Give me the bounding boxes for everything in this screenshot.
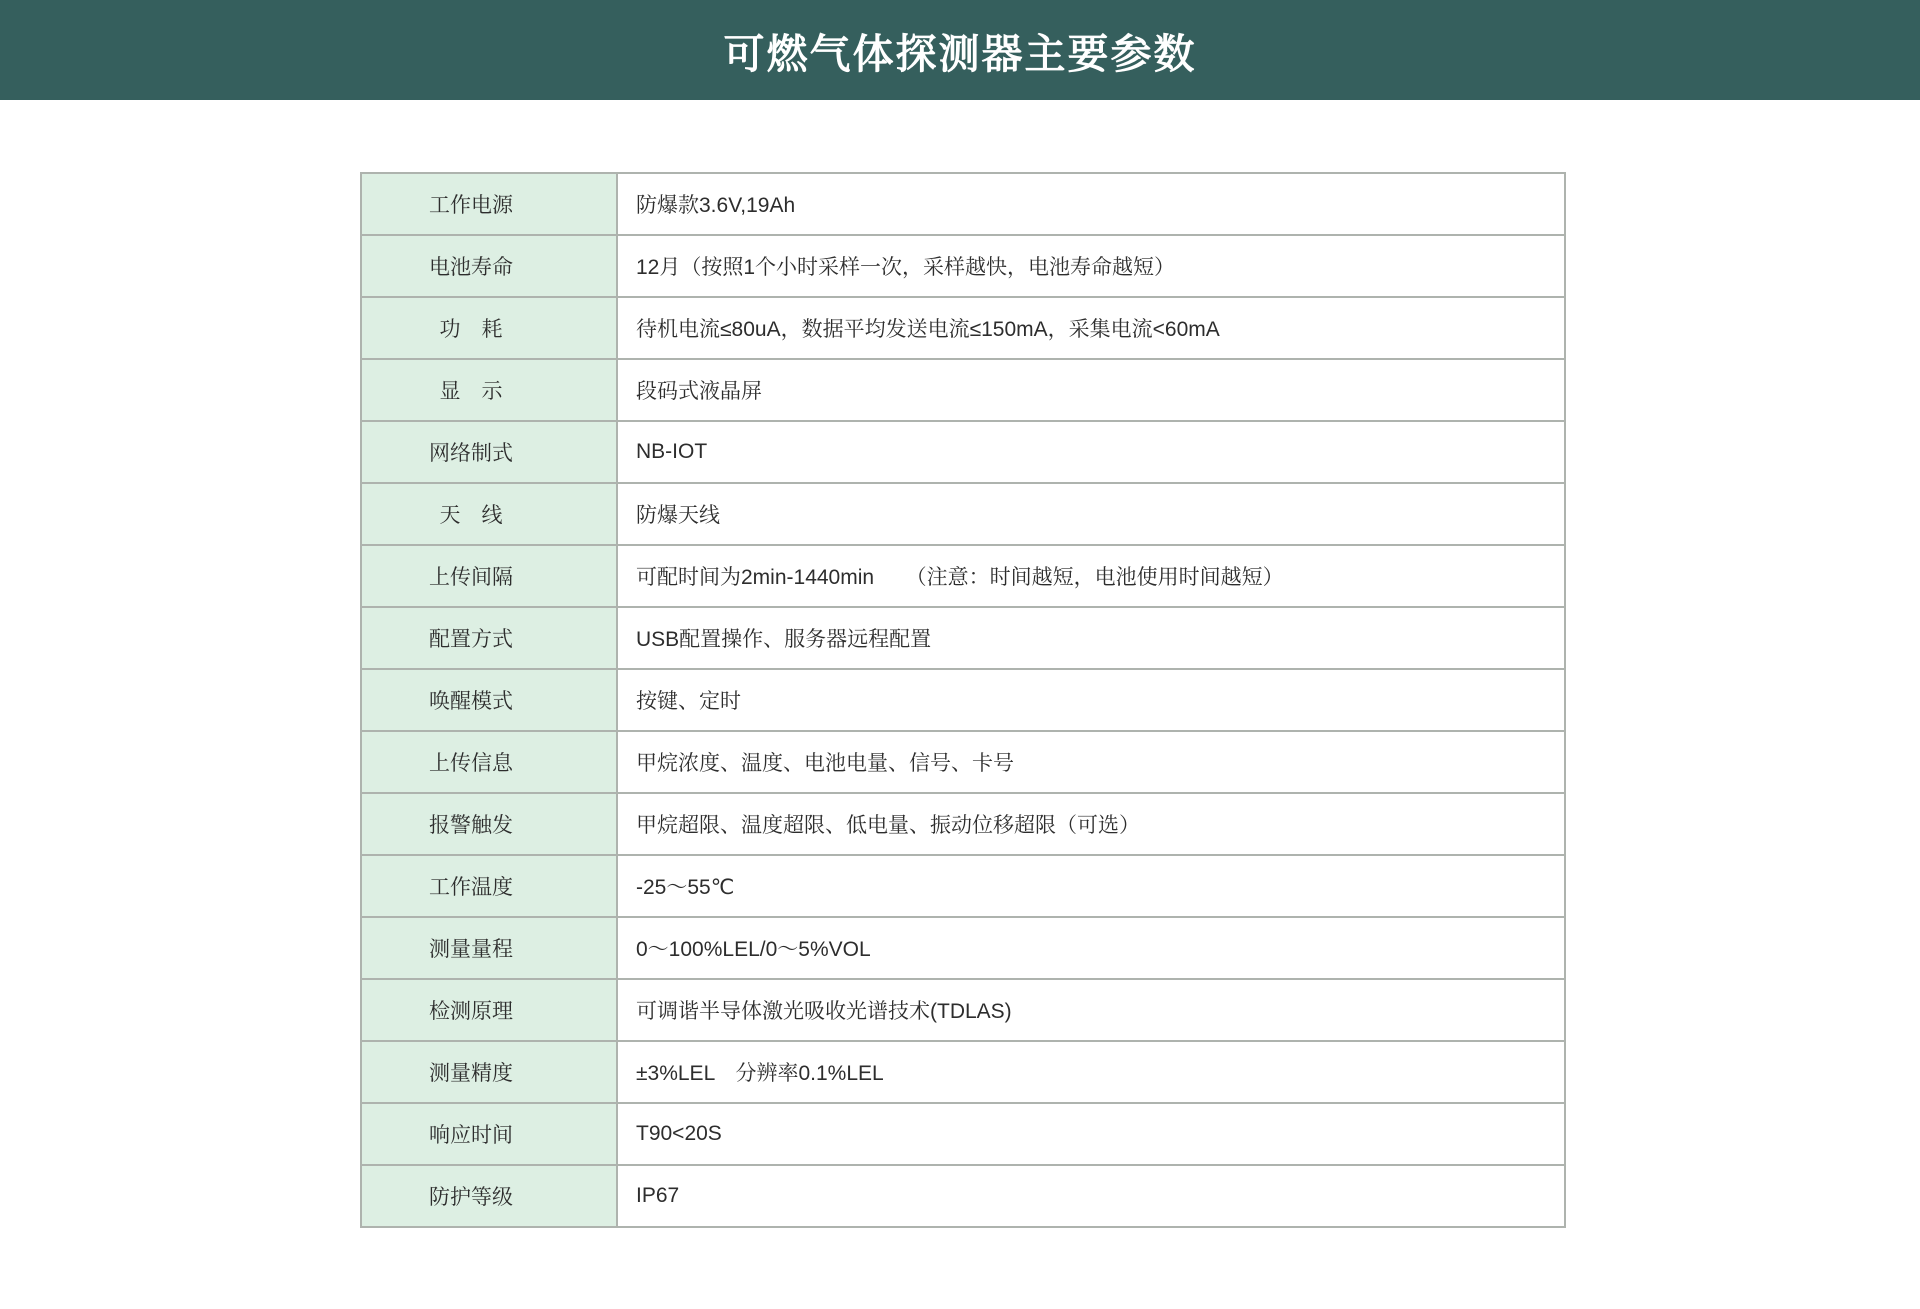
param-value-cell: USB配置操作、服务器远程配置 [617,607,1565,669]
page-title: 可燃气体探测器主要参数 [723,30,1197,77]
param-label-cell: 工作温度 [361,855,617,917]
param-value-cell: ±3%LEL 分辨率0.1%LEL [617,1041,1565,1103]
param-label-cell: 上传信息 [361,731,617,793]
table-row [361,421,1565,483]
table-row [361,297,1565,359]
param-value-cell: 防爆款3.6V,19Ah [617,173,1565,235]
param-label-cell: 测量量程 [361,917,617,979]
param-value-cell: T90<20S [617,1103,1565,1165]
table-row [361,173,1565,235]
param-label-cell: 防护等级 [361,1165,617,1227]
param-value-cell: 可配时间为2min-1440min （注意：时间越短，电池使用时间越短） [617,545,1565,607]
param-value-cell: 0～100%LEL/0～5%VOL [617,917,1565,979]
param-value-cell: NB-IOT [617,421,1565,483]
table-row [361,917,1565,979]
param-value-cell: -25～55℃ [617,855,1565,917]
param-label-cell: 上传间隔 [361,545,617,607]
table-row [361,1103,1565,1165]
param-value-cell: 待机电流≤80uA，数据平均发送电流≤150mA，采集电流<60mA [617,297,1565,359]
param-label-cell: 工作电源 [361,173,617,235]
param-value-cell: 甲烷浓度、温度、电池电量、信号、卡号 [617,731,1565,793]
param-label-cell: 检测原理 [361,979,617,1041]
table-row [361,607,1565,669]
param-value-cell: 按键、定时 [617,669,1565,731]
table-row [361,669,1565,731]
table-row [361,855,1565,917]
table-row [361,793,1565,855]
param-label-cell: 电池寿命 [361,235,617,297]
param-value-cell: 防爆天线 [617,483,1565,545]
table-row [361,1041,1565,1103]
param-value-cell: 段码式液晶屏 [617,359,1565,421]
table-row [361,235,1565,297]
param-value-cell: 甲烷超限、温度超限、低电量、振动位移超限（可选） [617,793,1565,855]
table-row [361,1165,1565,1227]
param-label-cell: 响应时间 [361,1103,617,1165]
table-row [361,359,1565,421]
table-row [361,979,1565,1041]
spec-table-body [361,173,1565,1227]
param-label-cell: 报警触发 [361,793,617,855]
param-label-cell: 功 耗 [361,297,617,359]
param-value-cell: IP67 [617,1165,1565,1227]
param-label-cell: 配置方式 [361,607,617,669]
table-row [361,731,1565,793]
param-label-cell: 天 线 [361,483,617,545]
header-banner [0,0,1920,100]
table-row [361,545,1565,607]
param-label-cell: 显 示 [361,359,617,421]
spec-table [360,172,1566,1228]
table-row [361,483,1565,545]
param-label-cell: 测量精度 [361,1041,617,1103]
param-value-cell: 可调谐半导体激光吸收光谱技术(TDLAS) [617,979,1565,1041]
param-value-cell: 12月（按照1个小时采样一次，采样越快，电池寿命越短） [617,235,1565,297]
param-label-cell: 唤醒模式 [361,669,617,731]
param-label-cell: 网络制式 [361,421,617,483]
